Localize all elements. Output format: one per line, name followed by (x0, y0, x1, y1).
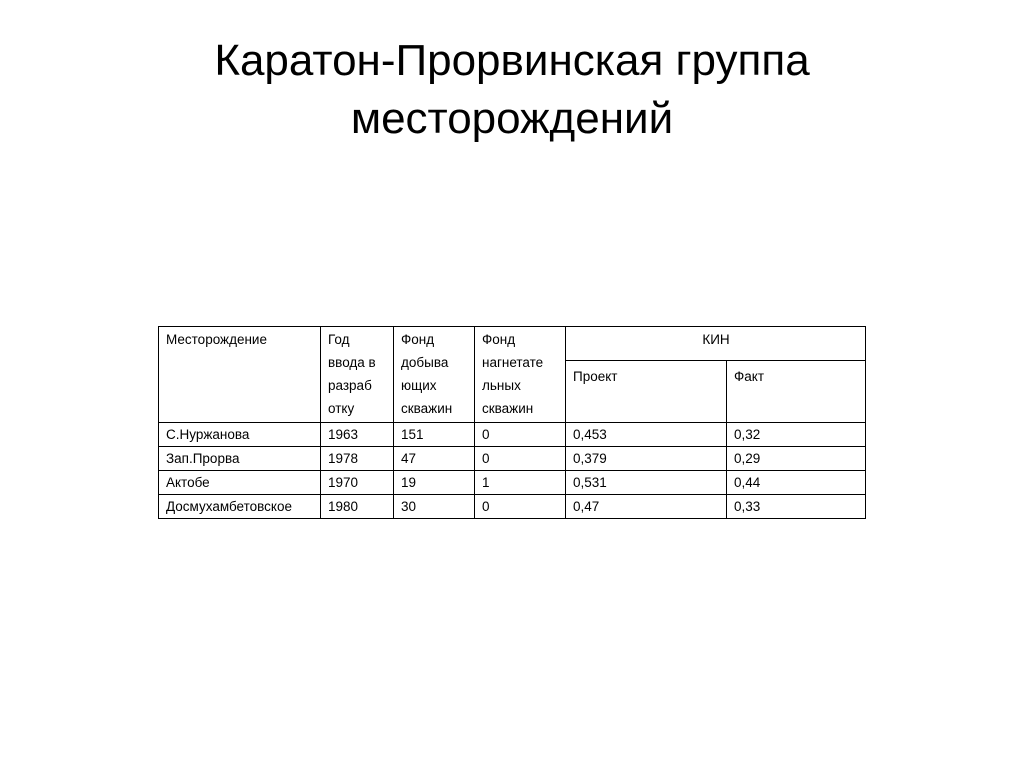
cell-field: С.Нуржанова (159, 423, 321, 447)
cell-field: Досмухамбетовское (159, 495, 321, 519)
slide-title-line-2: месторождений (350, 94, 674, 143)
cell-year: 1970 (321, 471, 394, 495)
cell-year: 1980 (321, 495, 394, 519)
cell-kin-project: 0,379 (566, 447, 727, 471)
table-header-row (159, 327, 866, 361)
slide-title-line-1: Каратон-Прорвинская группа (214, 36, 810, 85)
cell-injection: 0 (475, 423, 566, 447)
header-kin-project: Проект (566, 360, 727, 422)
cell-production: 151 (394, 423, 475, 447)
table-row (159, 471, 866, 495)
oil-fields-table (158, 326, 866, 519)
cell-production: 30 (394, 495, 475, 519)
cell-kin-project: 0,453 (566, 423, 727, 447)
cell-production: 19 (394, 471, 475, 495)
cell-injection: 1 (475, 471, 566, 495)
slide-title (0, 32, 1024, 148)
cell-kin-fact: 0,44 (727, 471, 866, 495)
cell-kin-fact: 0,32 (727, 423, 866, 447)
cell-year: 1963 (321, 423, 394, 447)
cell-kin-project: 0,47 (566, 495, 727, 519)
header-kin: КИН (566, 327, 866, 361)
cell-injection: 0 (475, 447, 566, 471)
table-row (159, 447, 866, 471)
cell-year: 1978 (321, 447, 394, 471)
header-field: Месторождение (159, 327, 321, 423)
cell-field: Зап.Прорва (159, 447, 321, 471)
table-row (159, 423, 866, 447)
cell-kin-project: 0,531 (566, 471, 727, 495)
cell-field: Актобе (159, 471, 321, 495)
cell-kin-fact: 0,33 (727, 495, 866, 519)
cell-production: 47 (394, 447, 475, 471)
header-year: Год ввода в разраб отку (321, 327, 394, 423)
header-injection-wells: Фонд нагнетате льных скважин (475, 327, 566, 423)
header-kin-fact: Факт (727, 360, 866, 422)
cell-kin-fact: 0,29 (727, 447, 866, 471)
cell-injection: 0 (475, 495, 566, 519)
table-row (159, 495, 866, 519)
header-production-wells: Фонд добыва ющих скважин (394, 327, 475, 423)
